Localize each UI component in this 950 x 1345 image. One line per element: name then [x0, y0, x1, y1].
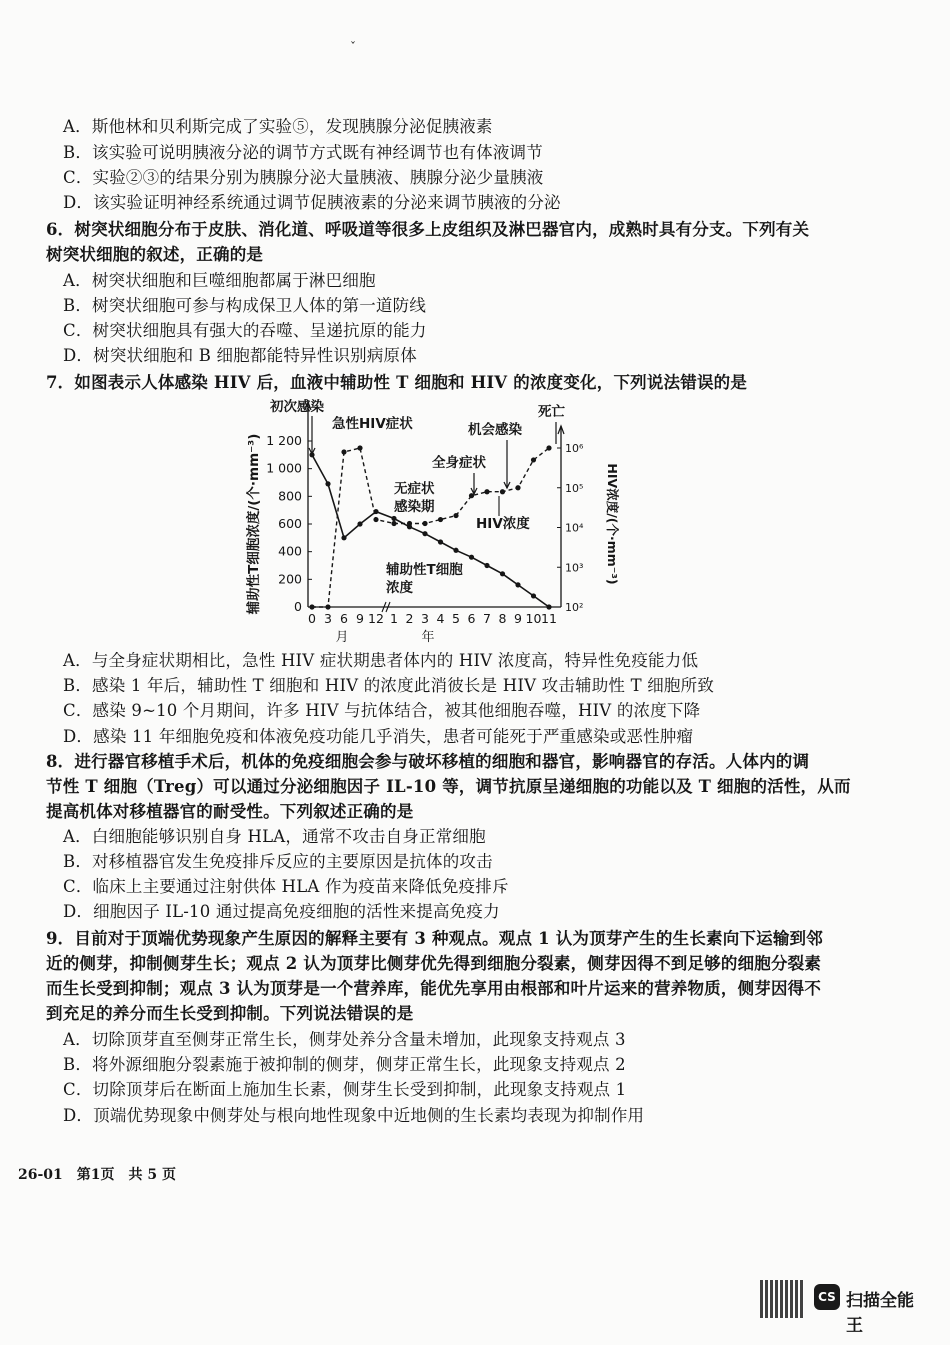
q6-stem-line2: 树突状细胞的叙述，正确的是 — [46, 245, 264, 264]
x-tick-year: 7 — [483, 611, 491, 626]
scanner-brand: 扫描全能王 — [846, 1291, 914, 1336]
left-tick-label: 1 200 — [266, 433, 302, 448]
q9-option-d[interactable]: D．顶端优势现象中侧芽处与根向地性现象中近地侧的生长素均表现为抑制作用 — [63, 1106, 645, 1125]
q5-option-a[interactable]: A．斯他林和贝利斯完成了实验⑤，发现胰腺分泌促胰液素 — [63, 117, 493, 136]
q6-option-b[interactable]: B．树突状细胞可参与构成保卫人体的第一道防线 — [63, 296, 427, 315]
x-tick-year: 8 — [498, 611, 507, 626]
hiv-point — [531, 457, 536, 462]
t-cell-point — [469, 555, 474, 560]
qr-code-icon — [760, 1280, 804, 1318]
q7-option-c[interactable]: C．感染 9~10 个月期间，许多 HIV 与抗体结合，被其他细胞吞噬，HIV 的浓度下降 — [63, 701, 701, 720]
scan-mark: ˇ — [350, 40, 356, 54]
q6-option-d[interactable]: D．树突状细胞和 B 细胞都能特异性识别病原体 — [63, 346, 417, 365]
right-tick-label: 10⁴ — [565, 521, 584, 535]
x-tick-month: 3 — [324, 611, 332, 626]
q7-option-d[interactable]: D．感染 11 年细胞免疫和体液免疫功能几乎消失，患者可能死于严重感染或恶性肿瘤 — [63, 727, 694, 746]
hiv-point — [422, 521, 427, 526]
q9-stem-line1: 9．目前对于顶端优势现象产生原因的解释主要有 3 种观点。观点 1 认为顶芽产生的生长素向下运输到邻 — [46, 929, 823, 948]
cs-logo-icon: CS — [814, 1284, 840, 1310]
q5-option-c[interactable]: C．实验②③的结果分别为胰腺分泌大量胰液、胰腺分泌少量胰液 — [63, 168, 544, 187]
x-tick-month: 12 — [368, 611, 384, 626]
annotation-hiv-curve: HIV浓度 — [476, 516, 530, 532]
annotation-acute: 急性HIV症状 — [332, 416, 413, 432]
hiv-point — [546, 445, 551, 450]
q9-stem-line3: 而生长受到抑制；观点 3 认为顶芽是一个营养库，能优先享用由根部和叶片运来的营养物质，侧芽因得不 — [46, 979, 822, 998]
annotation-latent-line1: 无症状 — [394, 481, 435, 497]
hiv-point — [484, 489, 489, 494]
annotation-t-curve-line2: 浓度 — [386, 580, 413, 596]
right-tick-label: 10⁶ — [565, 442, 584, 455]
q8-option-d[interactable]: D．细胞因子 IL-10 通过提高免疫细胞的活性来提高免疫力 — [63, 902, 500, 921]
t-cell-point — [422, 531, 427, 536]
annotation-opportunistic: 机会感染 — [468, 422, 522, 438]
x-label-years: 年 — [421, 630, 435, 645]
t-cell-point — [438, 539, 443, 544]
x-tick-year: 9 — [514, 611, 522, 626]
q5-option-b[interactable]: B．该实验可说明胰液分泌的调节方式既有神经调节也有体液调节 — [63, 143, 543, 162]
hiv-point — [407, 521, 412, 526]
x-tick-year: 10 — [525, 611, 542, 626]
t-cell-point — [500, 571, 505, 576]
hiv-point — [341, 449, 346, 454]
q5-option-d[interactable]: D．该实验证明神经系统通过调节促胰液素的分泌来调节胰液的分泌 — [63, 193, 561, 212]
x-tick-month: 0 — [308, 611, 316, 626]
annotation-first-infection: 初次感染 — [270, 399, 324, 415]
q6-option-a[interactable]: A．树突状细胞和巨噬细胞都属于淋巴细胞 — [63, 271, 376, 290]
left-tick-label: 1 000 — [266, 460, 302, 476]
t-cell-point — [391, 516, 396, 521]
annotation-latent-line2: 感染期 — [394, 499, 435, 515]
left-tick-label: 0 — [294, 599, 302, 614]
x-tick-year: 4 — [436, 611, 445, 626]
q7-option-b[interactable]: B．感染 1 年后，辅助性 T 细胞和 HIV 的浓度此消彼长是 HIV 攻击辅助性 T 细胞所致 — [63, 676, 715, 695]
t-cell-point — [546, 604, 551, 609]
x-tick-year: 3 — [421, 611, 429, 626]
t-cell-point — [484, 563, 489, 568]
hiv-point — [357, 445, 362, 450]
q7-option-a[interactable]: A．与全身症状期相比，急性 HIV 症状期患者体内的 HIV 浓度高，特异性免疫能力低 — [63, 651, 699, 670]
q8-stem-line1: 8．进行器官移植手术后，机体的免疫细胞会参与破坏移植的细胞和器官，影响器官的存活。人体内的调 — [46, 752, 810, 771]
chart-ticks — [266, 433, 584, 645]
scanner-watermark — [760, 1280, 930, 1336]
x-tick-month: 6 — [340, 611, 348, 626]
x-tick-year: 5 — [452, 611, 460, 626]
q8-option-c[interactable]: C．临床上主要通过注射供体 HLA 作为疫苗来降低免疫排斥 — [63, 877, 509, 896]
hiv-point — [438, 517, 443, 522]
hiv-point — [325, 604, 330, 609]
t-cell-point — [531, 593, 536, 598]
q9-stem-line2: 近的侧芽，抑制侧芽生长；观点 2 认为顶芽比侧芽优先得到细胞分裂素，侧芽因得不到足够的细胞分裂素 — [46, 954, 822, 973]
q8-option-b[interactable]: B．对移植器官发生免疫排斥反应的主要原因是抗体的攻击 — [63, 852, 493, 871]
q9-option-b[interactable]: B．将外源细胞分裂素施于被抑制的侧芽，侧芽正常生长，此现象支持观点 2 — [63, 1055, 626, 1074]
left-tick-label: 800 — [278, 488, 302, 504]
t-cell-point — [341, 535, 346, 540]
x-tick-month: 9 — [356, 611, 364, 626]
q8-option-a[interactable]: A．白细胞能够识别自身 HLA，通常不攻击自身正常细胞 — [63, 827, 486, 846]
annotation-systemic: 全身症状 — [432, 455, 486, 471]
hiv-point — [391, 521, 396, 526]
x-tick-year: 1 — [390, 611, 398, 626]
hiv-point — [500, 489, 505, 494]
q8-stem-line2: 节性 T 细胞（Treg）可以通过分泌细胞因子 IL-10 等，调节抗原呈递细胞的功能以及 T 细胞的活性，从而 — [46, 777, 851, 796]
t-cell-point — [357, 521, 362, 526]
chart-axes — [305, 402, 564, 612]
x-tick-year: 2 — [405, 611, 414, 626]
x-label-months: 月 — [335, 630, 349, 645]
right-tick-label: 10³ — [565, 561, 584, 575]
q6-stem-line1: 6．树突状细胞分布于皮肤、消化道、呼吸道等很多上皮组织及淋巴器官内，成熟时具有分支。下列有关 — [46, 220, 810, 239]
x-tick-year: 11 — [541, 611, 557, 626]
q6-option-c[interactable]: C．树突状细胞具有强大的吞噬、呈递抗原的能力 — [63, 321, 427, 340]
hiv-point — [373, 517, 378, 522]
hiv-point — [515, 485, 520, 490]
q8-stem-line3: 提高机体对移植器官的耐受性。下列叙述正确的是 — [46, 802, 414, 821]
left-tick-label: 600 — [278, 516, 302, 531]
q9-option-a[interactable]: A．切除顶芽直至侧芽正常生长，侧芽处养分含量未增加，此现象支持观点 3 — [63, 1030, 626, 1049]
t-cell-point — [515, 582, 520, 587]
q9-option-c[interactable]: C．切除顶芽后在断面上施加生长素，侧芽生长受到抑制，此现象支持观点 1 — [63, 1080, 627, 1099]
left-axis-title: 辅助性T细胞浓度/(个·mm⁻³) — [246, 433, 262, 615]
hiv-point — [309, 604, 314, 609]
hiv-point — [453, 513, 458, 518]
right-tick-label: 10⁵ — [565, 481, 584, 495]
right-tick-label: 10² — [565, 601, 584, 614]
left-tick-label: 200 — [278, 571, 302, 587]
t-cell-point — [325, 481, 330, 486]
x-tick-year: 6 — [467, 611, 476, 626]
t-cell-point — [453, 548, 458, 553]
left-tick-label: 400 — [278, 543, 302, 559]
q9-stem-line4: 到充足的养分而生长受到抑制。下列说法错误的是 — [46, 1004, 414, 1023]
hiv-chart — [236, 396, 620, 646]
q7-stem: 7．如图表示人体感染 HIV 后，血液中辅助性 T 细胞和 HIV 的浓度变化，下列说法错误的是 — [46, 373, 748, 392]
annotation-t-curve-line1: 辅助性T细胞 — [386, 562, 463, 578]
annotation-death: 死亡 — [538, 404, 565, 420]
right-axis-title: HIV浓度/(个·mm⁻³) — [605, 463, 620, 585]
page-footer: 26-01 第1页 共 5 页 — [18, 1167, 177, 1183]
